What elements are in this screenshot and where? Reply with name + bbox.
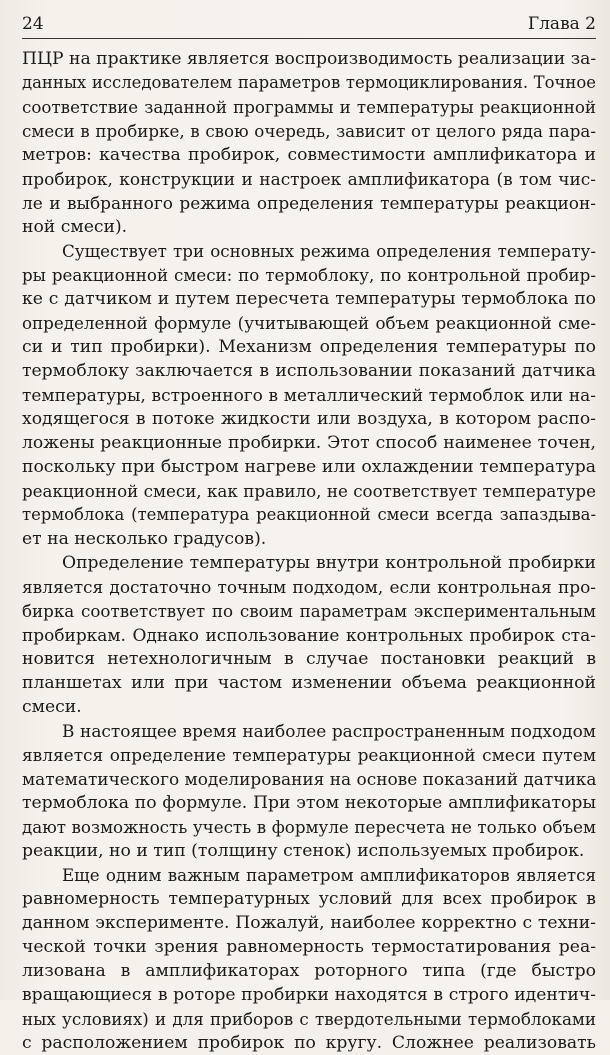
text-line: реакционной смеси, как правило, не соответствует температуре <box>22 481 596 501</box>
text-line: равномерность температурных условий для всех пробирок в <box>22 889 596 909</box>
text-line: соответствие заданной программы и температуры реакционной <box>22 97 596 117</box>
paragraph-2 <box>22 239 596 551</box>
text-line: ложены реакционные пробирки. Этот способ наименее точен, <box>22 433 596 453</box>
text-line: ет на несколько градусов). <box>22 529 267 549</box>
text-line: термоблока (температура реакционной смеси всегда запаздыва- <box>22 505 596 524</box>
text-line: новится нетехнологичным в случае постановки реакций в <box>22 649 596 669</box>
page-number: 24 <box>22 14 44 34</box>
text-line: ной смеси). <box>22 217 128 237</box>
text-line: поскольку при быстром нагреве или охлаждении температура <box>22 457 596 477</box>
text-line: Еще одним важным параметром амплификаторов является <box>62 865 596 885</box>
text-line: В настоящее время наиболее распространенным подходом <box>62 721 596 741</box>
text-line: Существует три основных режима определения температу- <box>62 241 596 261</box>
text-line: Определение температуры внутри контрольной пробирки <box>62 553 596 573</box>
text-body <box>22 47 596 1055</box>
text-line: ле и выбранного режима определения температуры реакцион- <box>22 193 596 213</box>
text-line: определенной формуле (учитывающей объем реакционной сме- <box>22 313 596 333</box>
text-line: ПЦР на практике является воспроизводимость реализации за- <box>22 49 596 69</box>
text-line: реакции, но и тип (толщину стенок) используемых пробирок. <box>22 841 585 861</box>
running-header <box>22 12 596 39</box>
text-line: смеси в пробирке, в свою очередь, зависит от целого ряда пара- <box>22 121 596 141</box>
text-line: с расположением пробирок по кругу. Сложнее реализовать <box>22 1033 596 1053</box>
text-line: бирка соответствует по своим параметрам экспериментальным <box>22 601 596 621</box>
text-line: термоблока по формуле. При этом некоторые амплификаторы <box>22 793 596 813</box>
text-line: лизована в амплификаторах роторного типа (где быстро <box>22 961 596 981</box>
paragraph-4 <box>22 719 596 863</box>
paragraph-5 <box>22 863 596 1055</box>
chapter-label: Глава 2 <box>527 14 596 34</box>
text-line: планшетах или при частом изменении объема реакционной <box>22 673 596 693</box>
text-line: пробирок, конструкции и настроек амплификатора (в том чис- <box>22 169 596 189</box>
text-line: ных условиях) и для приборов с твердотельными термоблоками <box>22 1009 596 1029</box>
text-line: дают возможность учесть в формуле пересчета не только объем <box>22 817 596 837</box>
paragraph-3 <box>22 551 596 719</box>
text-line: пробиркам. Однако использование контрольных пробирок ста- <box>22 625 596 645</box>
text-line: данном эксперименте. Пожалуй, наиболее корректно с техни- <box>22 913 596 933</box>
text-line: температуры, встроенного в металлический термоблок или на- <box>22 385 596 405</box>
text-line: математического моделирования на основе показаний датчика <box>22 769 596 789</box>
text-line: смеси. <box>22 697 82 717</box>
text-line: является определение температуры реакционной смеси путем <box>22 745 596 765</box>
text-line: является достаточно точным подходом, если контрольная про- <box>22 577 596 597</box>
text-line: данных исследователем параметров термоциклирования. Точное <box>22 73 596 92</box>
text-line: вращающиеся в роторе пробирки находятся в строго идентич- <box>22 985 596 1005</box>
text-line: си и тип пробирки). Механизм определения температуры по <box>22 337 596 357</box>
text-line: ческой точки зрения равномерность термостатирования реа- <box>22 937 596 957</box>
paragraph-1 <box>22 47 596 239</box>
text-line: метров: качества пробирок, совместимости амплификатора и <box>22 145 596 165</box>
text-line: термоблоку заключается в использовании показаний датчика <box>22 361 596 381</box>
text-line: ходящегося в потоке жидкости или воздуха, в котором распо- <box>22 409 596 429</box>
text-line: ры реакционной смеси: по термоблоку, по контрольной пробир- <box>22 265 596 285</box>
text-line: ке с датчиком и путем пересчета температуры термоблока по <box>22 289 596 309</box>
